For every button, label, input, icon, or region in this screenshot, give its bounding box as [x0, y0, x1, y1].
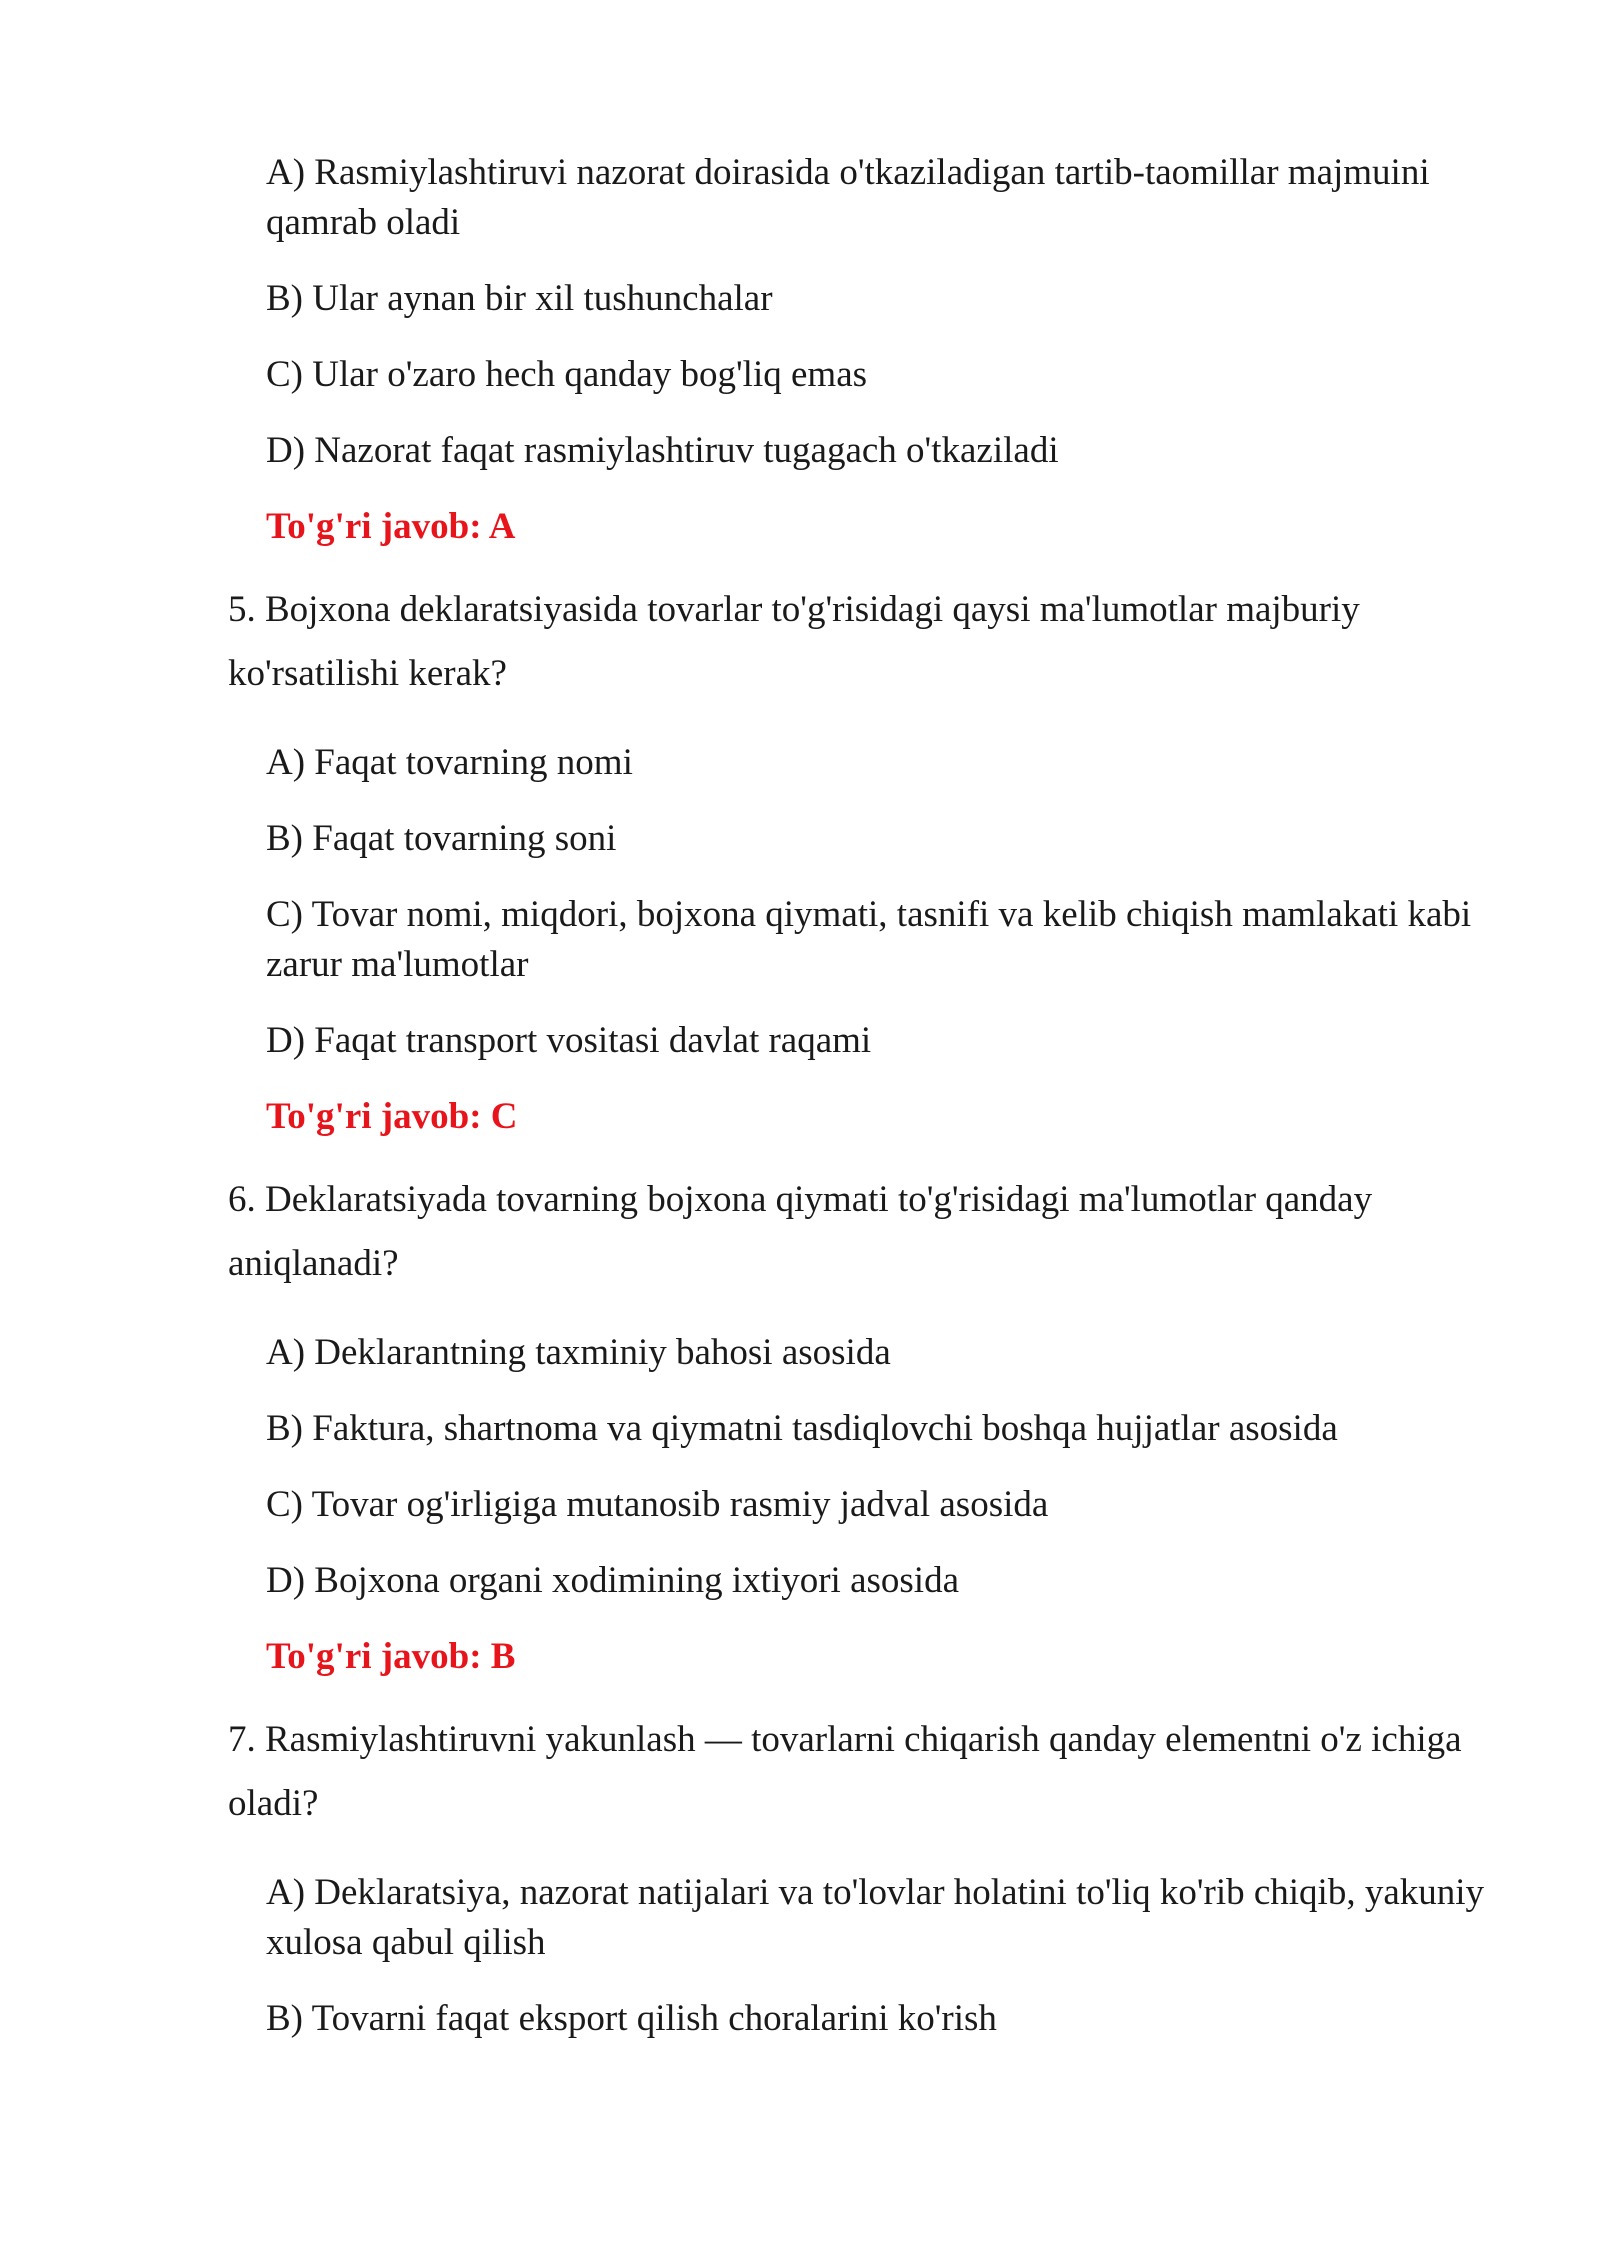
q6-option-a: A) Deklarantning taxminiy bahosi asosida: [266, 1332, 891, 1373]
q4-option-a: A) Rasmiylashtiruvi nazorat doirasida o'tkaziladigan tartib-taomillar majmuini qamrab oladi: [266, 152, 1430, 243]
q6-option-b: B) Faktura, shartnoma va qiymatni tasdiqlovchi boshqa hujjatlar asosida: [266, 1408, 1338, 1449]
q4-option-c: C) Ular o'zaro hech qanday bog'liq emas: [266, 354, 868, 395]
q5-option-a: A) Faqat tovarning nomi: [266, 742, 633, 783]
q6-option-d: D) Bojxona organi xodimining ixtiyori asosida: [266, 1560, 960, 1601]
q5-option-c: C) Tovar nomi, miqdori, bojxona qiymati, tasnifi va kelib chiqish mamlakati kabi zarur ma'lumotlar: [266, 894, 1472, 985]
quiz-content: [228, 148, 1488, 2070]
q5-option-b: B) Faqat tovarning soni: [266, 818, 617, 859]
q7-option-b: B) Tovarni faqat eksport qilish choralarini ko'rish: [266, 1998, 997, 2039]
q4-option-b: B) Ular aynan bir xil tushunchalar: [266, 278, 773, 319]
q4-option-d: D) Nazorat faqat rasmiylashtiruv tugagach o'tkaziladi: [266, 430, 1059, 471]
q5-correct-answer: To'g'ri javob: C: [266, 1096, 518, 1137]
q7-question: 7. Rasmiylashtiruvni yakunlash — tovarlarni chiqarish qanday elementni o'z ichiga oladi?: [228, 1719, 1462, 1824]
q4-correct-answer: To'g'ri javob: A: [266, 506, 516, 547]
q5-option-d: D) Faqat transport vositasi davlat raqami: [266, 1020, 872, 1061]
q5-question: 5. Bojxona deklaratsiyasida tovarlar to'g'risidagi qaysi ma'lumotlar majburiy ko'rsatilishi kerak?: [228, 589, 1360, 694]
q6-correct-answer: To'g'ri javob: B: [266, 1636, 516, 1677]
q7-option-a: A) Deklaratsiya, nazorat natijalari va to'lovlar holatini to'liq ko'rib chiqib, yakuniy xulosa qabul qilish: [266, 1872, 1485, 1963]
q6-option-c: C) Tovar og'irligiga mutanosib rasmiy jadval asosida: [266, 1484, 1049, 1525]
q6-question: 6. Deklaratsiyada tovarning bojxona qiymati to'g'risidagi ma'lumotlar qanday aniqlanadi?: [228, 1179, 1373, 1284]
